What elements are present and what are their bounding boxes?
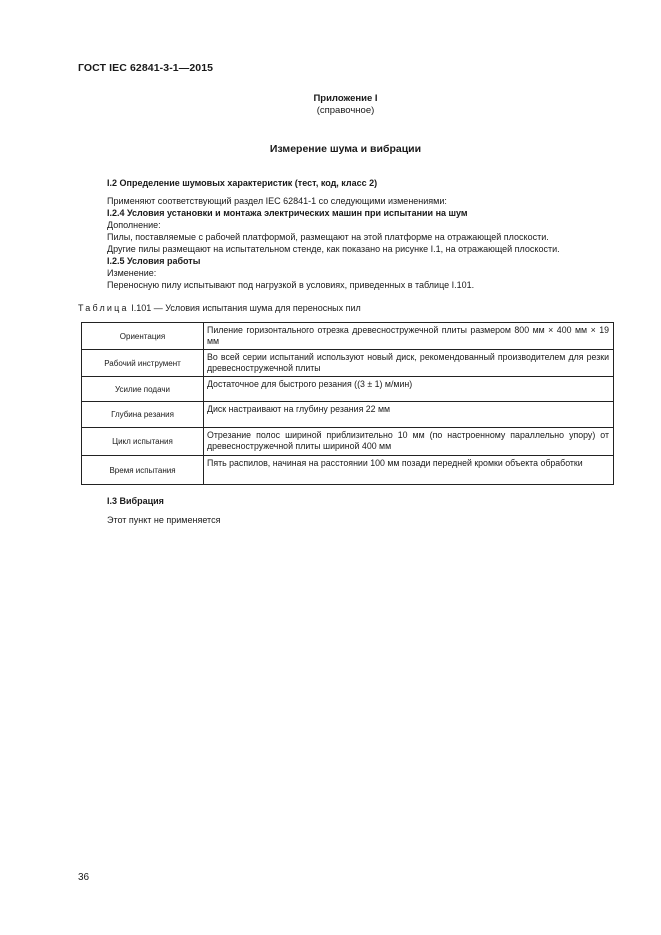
row-label: Рабочий инструмент [82,350,204,377]
table-caption-text: I.101 — Условия испытания шума для переносных пил [128,303,361,313]
row-label: Усилие подачи [82,377,204,402]
i24-line-2: Другие пилы размещают на испытательном стенде, как показано на рисунке I.1, на отражающей плоскости. [107,244,560,254]
i25-line-1: Переносную пилу испытывают под нагрузкой в условиях, приведенных в таблице I.101. [107,280,475,290]
row-value: Пять распилов, начиная на расстоянии 100 мм позади передней кромки объекта обработки [204,456,614,485]
table-row [82,456,614,485]
row-value: Во всей серии испытаний используют новый диск, рекомендованный производителем для резки древесностружечной плиты [204,350,614,377]
appendix-subtitle: (справочное) [316,105,375,116]
table-row [82,323,614,350]
table-row [82,350,614,377]
i24-line-1: Пилы, поставляемые с рабочей платформой, размещают на этой платформе на отражающей плоскости. [107,232,549,242]
page-number: 36 [78,872,90,883]
i2-heading: I.2 Определение шумовых характеристик (тест, код, класс 2) [107,178,378,188]
i24-addition: Дополнение: [107,220,161,230]
i2-text: Применяют соответствующий раздел IEC 62841-1 со следующими изменениями: [107,196,447,206]
row-value: Достаточное для быстрого резания ((3 ± 1) м/мин) [204,377,614,402]
table-row [82,377,614,402]
document-header: ГОСТ IEC 62841-3-1—2015 [78,62,214,74]
table-caption [78,303,361,313]
i25-change: Изменение: [107,268,157,278]
i24-heading: I.2.4 Условия установки и монтажа электрических машин при испытании на шум [107,208,468,218]
table-caption-prefix: Таблица [78,303,129,313]
row-label: Цикл испытания [82,428,204,456]
test-conditions-table [81,322,614,485]
vibration-heading: I.3 Вибрация [107,496,164,506]
row-value: Отрезание полос шириной приблизительно 10 мм (по настроенному параллельно упору) от древесностружечной плиты шириной 400 мм [204,428,614,456]
section-title: Измерение шума и вибрации [269,143,422,155]
appendix-title: Приложение I [313,93,378,104]
row-label: Глубина резания [82,402,204,428]
row-value: Пиление горизонтального отрезка древесностружечной плиты размером 800 мм × 400 мм × 19 мм [204,323,614,350]
i25-heading: I.2.5 Условия работы [107,256,201,266]
row-value: Диск настраивают на глубину резания 22 мм [204,402,614,428]
table-row [82,428,614,456]
row-label: Время испытания [82,456,204,485]
table-row [82,402,614,428]
row-label: Ориентация [82,323,204,350]
vibration-text: Этот пункт не применяется [107,515,221,525]
